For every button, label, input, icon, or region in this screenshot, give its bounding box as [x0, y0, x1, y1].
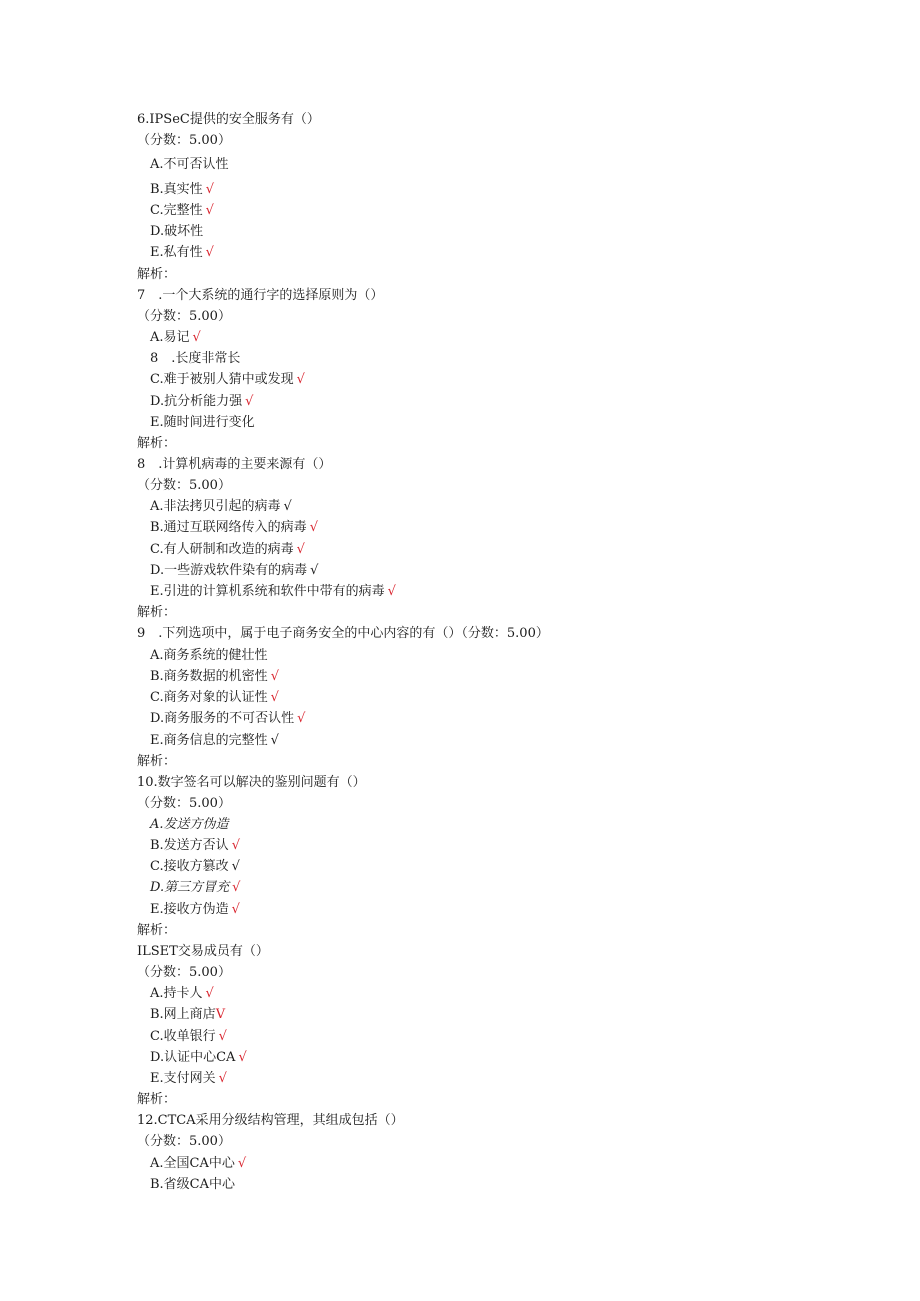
option-item	[150, 224, 203, 240]
question-score: （分数：5.00）	[137, 309, 231, 324]
check-mark-icon: √	[192, 330, 201, 345]
option-text: B.网上商店	[150, 1007, 216, 1022]
check-mark-icon: √	[231, 902, 240, 917]
option-item	[150, 203, 214, 219]
question-score: （分数：5.00）	[137, 1134, 231, 1149]
check-mark-icon: √	[270, 690, 279, 705]
option-item	[150, 711, 305, 727]
option-text: E.商务信息的完整性	[150, 733, 268, 748]
option-text: D.商务服务的不可否认性	[150, 711, 295, 726]
check-mark-v-icon: V	[215, 1007, 226, 1022]
check-mark-icon: √	[205, 182, 214, 197]
option-item	[150, 1177, 235, 1193]
check-mark-icon: √	[309, 520, 318, 535]
check-mark-icon: √	[237, 1156, 247, 1171]
option-text: E.私有性	[150, 245, 203, 260]
question-title: 8 .计算机病毒的主要来源有（）	[137, 457, 332, 472]
check-mark-icon: √	[283, 499, 292, 514]
option-item	[150, 563, 318, 579]
option-text: E.支付网关	[150, 1071, 216, 1086]
option-text: A.持卡人	[150, 986, 203, 1001]
option-item	[150, 330, 201, 346]
option-item	[150, 1029, 227, 1045]
option-text: B.发送方否认	[150, 838, 229, 853]
option-text: D.一些游戏软件染有的病毒	[150, 563, 308, 578]
option-item	[150, 902, 240, 918]
check-mark-icon: √	[218, 1029, 227, 1044]
analysis-label: 解析：	[137, 923, 177, 938]
option-text: D.第三方冒充	[150, 880, 230, 895]
question-score: （分数：5.00）	[137, 796, 231, 811]
question-score: （分数：5.00）	[137, 478, 231, 493]
option-text: A.易记	[150, 330, 190, 345]
question-title: 7 .一个大系统的通行字的选择原则为（）	[137, 288, 384, 303]
question-score: （分数：5.00）	[137, 133, 231, 148]
analysis-label: 解析：	[137, 436, 177, 451]
option-item	[150, 499, 292, 515]
option-item	[150, 838, 240, 854]
option-text: E.引进的计算机系统和软件中带有的病毒	[150, 584, 385, 599]
option-item	[150, 1007, 225, 1023]
option-text: A.非法拷贝引起的病毒	[150, 499, 281, 514]
option-item	[150, 986, 214, 1002]
analysis-label: 解析：	[137, 267, 177, 282]
option-item	[150, 817, 229, 833]
check-mark-icon: √	[231, 859, 240, 874]
option-text: D.抗分析能力强	[150, 394, 243, 409]
question-title: 6.IPSeC提供的安全服务有（）	[137, 112, 320, 127]
option-item	[150, 351, 240, 367]
option-item	[150, 372, 305, 388]
check-mark-icon: √	[387, 584, 396, 599]
option-text: A.不可否认性	[150, 157, 229, 172]
option-text: C.完整性	[150, 203, 203, 218]
option-text: E.随时间进行变化	[150, 415, 255, 430]
option-item	[150, 1156, 246, 1172]
option-text: C.商务对象的认证性	[150, 690, 268, 705]
check-mark-icon: √	[296, 542, 305, 557]
analysis-label: 解析：	[137, 605, 177, 620]
option-item	[150, 415, 255, 431]
option-item	[150, 157, 229, 173]
option-text: B.省级CA中心	[150, 1177, 236, 1192]
option-item	[150, 880, 240, 896]
option-text: C.收单银行	[150, 1029, 216, 1044]
option-item	[150, 584, 396, 600]
option-text: A.商务系统的健壮性	[150, 648, 268, 663]
check-mark-icon: √	[270, 669, 279, 684]
check-mark-icon: √	[205, 986, 214, 1001]
option-text: A.全国CA中心	[150, 1156, 235, 1171]
option-text: B.通过互联网络传入的病毒	[150, 520, 307, 535]
question-title: 12.CTCA采用分级结构管理，其组成包括（）	[137, 1113, 404, 1128]
check-mark-icon: √	[205, 245, 214, 260]
option-item	[150, 690, 279, 706]
check-mark-icon: √	[310, 563, 319, 578]
option-text: C.难于被别人猜中或发现	[150, 372, 294, 387]
check-mark-icon: √	[270, 733, 279, 748]
option-text: D.认证中心CA	[150, 1050, 236, 1065]
option-text: D.破坏性	[150, 224, 204, 239]
check-mark-icon: √	[218, 1071, 227, 1086]
check-mark-icon: √	[232, 880, 241, 895]
check-mark-icon: √	[231, 838, 240, 853]
question-score: （分数：5.00）	[137, 965, 231, 980]
option-text: 8 .长度非常长	[150, 351, 241, 366]
question-title: 9 .下列选项中，属于电子商务安全的中心内容的有（）（分数：5.00）	[137, 626, 549, 641]
option-item	[150, 1050, 247, 1066]
option-item	[150, 394, 253, 410]
analysis-label: 解析：	[137, 754, 177, 769]
analysis-label: 解析：	[137, 1092, 177, 1107]
option-item	[150, 1071, 227, 1087]
check-mark-icon: √	[245, 394, 254, 409]
check-mark-icon: √	[296, 372, 305, 387]
option-item	[150, 648, 268, 664]
check-mark-icon: √	[205, 203, 214, 218]
option-text: C.接收方篡改	[150, 859, 229, 874]
option-text: E.接收方伪造	[150, 902, 229, 917]
option-item	[150, 520, 318, 536]
option-item	[150, 733, 279, 749]
option-text: A.发送方伪造	[150, 817, 229, 832]
option-item	[150, 245, 214, 261]
option-item	[150, 542, 305, 558]
check-mark-icon: √	[238, 1050, 247, 1065]
option-text: B.真实性	[150, 182, 203, 197]
option-item	[150, 859, 240, 875]
option-text: B.商务数据的机密性	[150, 669, 268, 684]
question-title: 10.数字签名可以解决的鉴别问题有（）	[137, 775, 366, 790]
check-mark-icon: √	[297, 711, 306, 726]
option-text: C.有人研制和改造的病毒	[150, 542, 294, 557]
option-item	[150, 669, 279, 685]
option-item	[150, 182, 214, 198]
question-title: ILSET交易成员有（）	[137, 944, 269, 959]
